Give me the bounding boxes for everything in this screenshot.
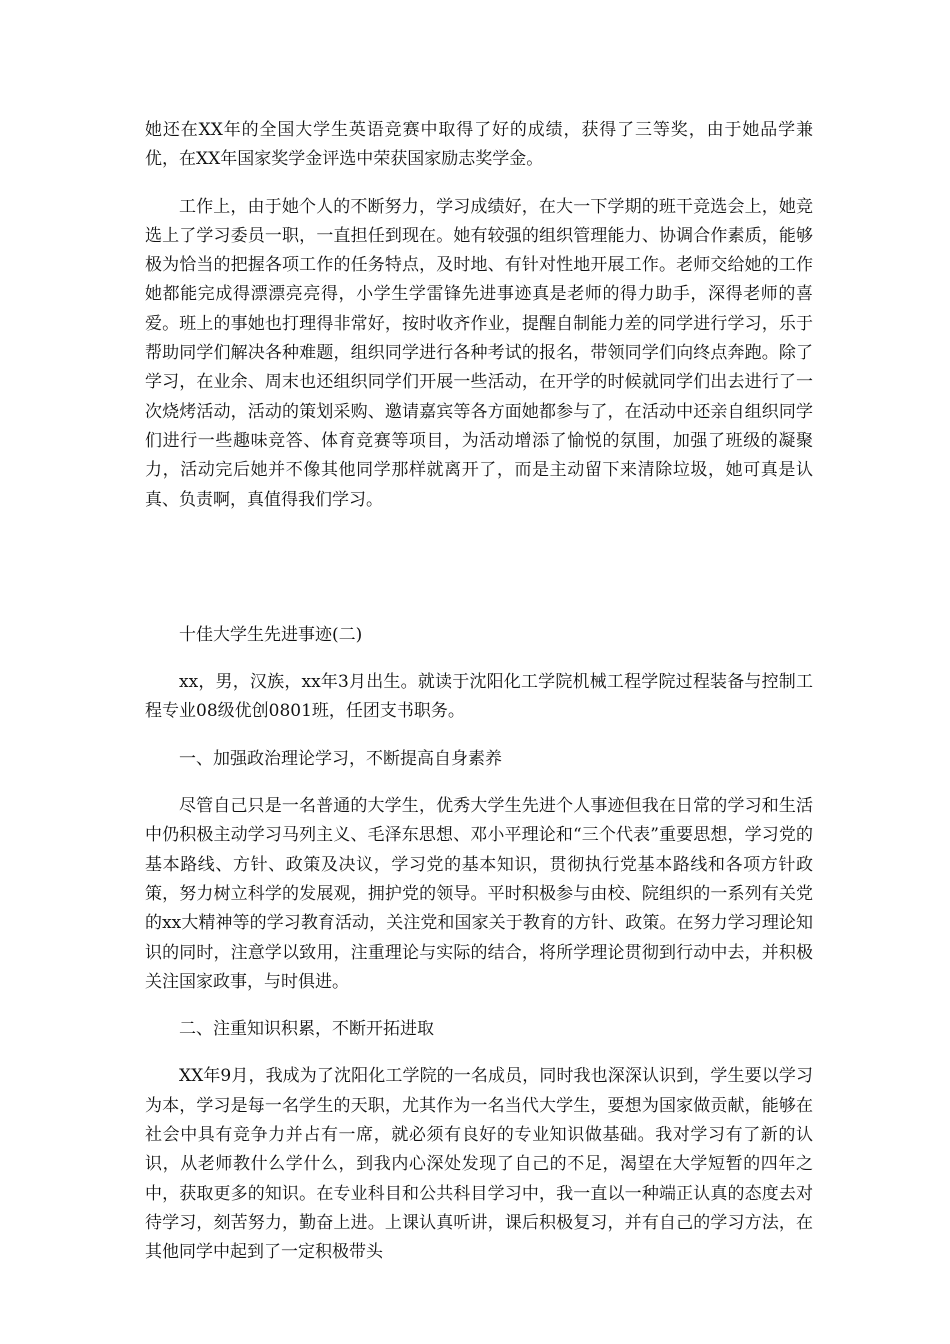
paragraph-spacer (145, 997, 813, 1015)
paragraph-spacer (145, 650, 813, 668)
paragraph-knowledge: XX年9月，我成为了沈阳化工学院的一名成员，同时我也深深认识到，学生要以学习为本，学习是每一名学生的天职，尤其作为一名当代大学生，要想为国家做贡献，能够在社会中具有竞争力并占有一席，就必须有良好的专业知识做基础。我对学习有了新的认识，从老师教什么学什么，到我内心深处发现了自己的不足，渴望在大学短暂的四年之中，获取更多的知识。在专业科目和公共科目学习中，我一直以一种端正认真的态度去对待学习，刻苦努力，勤奋上进。上课认真听讲，课后积极复习，并有自己的学习方法，在其他同学中起到了一定积极带头 (145, 1066, 813, 1263)
subheading-politics: 一、加强政治理论学习，不断提高自身素养 (179, 748, 502, 769)
paragraph-spacer (145, 175, 813, 193)
section-title: 十佳大学生先进事迹(二) (179, 624, 363, 645)
document-page (145, 116, 813, 1268)
paragraph-intro: xx，男，汉族，xx年3月出生。就读于沈阳化工学院机械工程学院过程装备与控制工程专业08级优创0801班，任团支书职务。 (145, 672, 813, 722)
paragraph-award: 她还在XX年的全国大学生英语竞赛中取得了好的成绩，获得了三等奖，由于她品学兼优，在XX年国家奖学金评选中荣获国家励志奖学金。 (145, 120, 813, 170)
paragraph-spacer (145, 1044, 813, 1062)
paragraph-work: 工作上，由于她个人的不断努力，学习成绩好，在大一下学期的班干竞选会上，她竞选上了学习委员一职，一直担任到现在。她有较强的组织管理能力、协调合作素质，能够极为恰当的把握各项工作的任务特点，及时地、有针对性地开展工作。老师交给她的工作她都能完成得漂漂亮亮得，小学生学雷锋先进事迹真是老师的得力助手，深得老师的喜爱。班上的事她也打理得非常好，按时收齐作业，提醒自制能力差的同学进行学习，乐于帮助同学们解决各种难题，组织同学进行各种考试的报名，带领同学们向终点奔跑。除了学习，在业余、周末也还组织同学们开展一些活动，在开学的时候就同学们出去进行了一次烧烤活动，活动的策划采购、邀请嘉宾等各方面她都参与了，在活动中还亲自组织同学们进行一些趣味竞答、体育竞赛等项目，为活动增添了愉悦的氛围，加强了班级的凝聚力，活动完后她并不像其他同学那样就离开了，而是主动留下来清除垃圾，她可真是认真、负责啊，真值得我们学习。 (145, 196, 813, 510)
section-spacer (145, 515, 813, 621)
paragraph-politics: 尽管自己只是一名普通的大学生，优秀大学生先进个人事迹但我在日常的学习和生活中仍积极主动学习马列主义、毛泽东思想、邓小平理论和“三个代表”重要思想，学习党的基本路线、方针、政策及决议，学习党的基本知识，贯彻执行党基本路线和各项方针政策，努力树立科学的发展观，拥护党的领导。平时积极参与由校、院组织的一系列有关党的xx大精神等的学习教育活动，关注党和国家关于教育的方针、政策。在努力学习理论知识的同时，注意学以致用，注重理论与实际的结合，将所学理论贯彻到行动中去，并积极关注国家政事，与时俱进。 (145, 796, 813, 992)
paragraph-spacer (145, 774, 813, 792)
subheading-knowledge: 二、注重知识积累，不断开拓进取 (179, 1019, 434, 1040)
paragraph-spacer (145, 727, 813, 745)
